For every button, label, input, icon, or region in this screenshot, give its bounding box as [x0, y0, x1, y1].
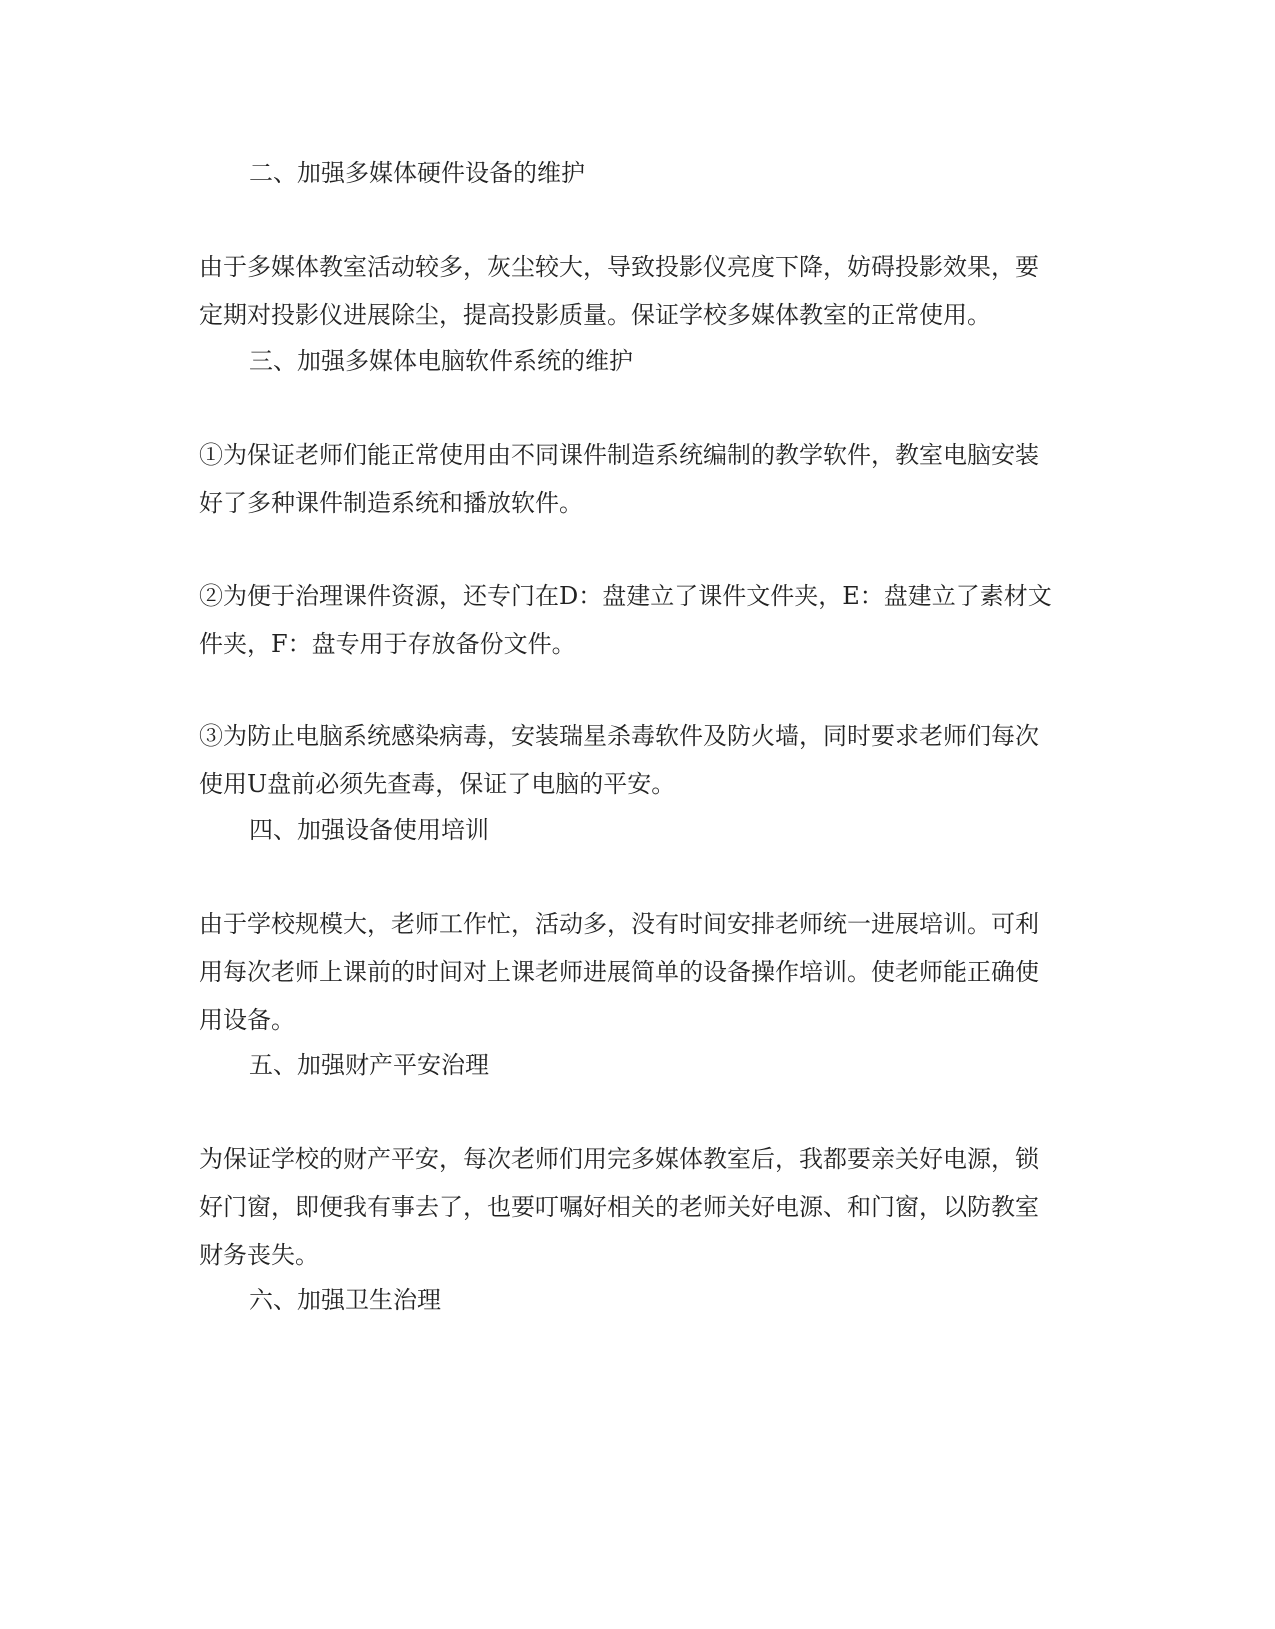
paragraph-line: 由于学校规模大，老师工作忙，活动多，没有时间安排老师统一进展培训。可利	[199, 910, 1039, 938]
paragraph-line: 件夹，F：盘专用于存放备份文件。	[199, 630, 576, 658]
section-heading-hardware: 二、加强多媒体硬件设备的维护	[249, 159, 585, 187]
paragraph-line: 定期对投影仪进展除尘，提高投影质量。保证学校多媒体教室的正常使用。	[199, 301, 991, 329]
paragraph-line: 好门窗，即便我有事去了，也要叮嘱好相关的老师关好电源、和门窗，以防教室	[199, 1193, 1039, 1221]
paragraph-courseware-systems	[199, 431, 1089, 527]
section-heading-training: 四、加强设备使用培训	[249, 816, 489, 844]
paragraph-line: 财务丧失。	[199, 1241, 319, 1269]
paragraph-line: 用每次老师上课前的时间对上课老师进展简单的设备操作培训。使老师能正确使	[199, 958, 1039, 986]
paragraph-projector-maintenance	[199, 243, 1089, 339]
section-heading-software: 三、加强多媒体电脑软件系统的维护	[249, 347, 633, 375]
paragraph-line: ①为保证老师们能正常使用由不同课件制造系统编制的教学软件，教室电脑安装	[199, 441, 1039, 469]
paragraph-line: 为保证学校的财产平安，每次老师们用完多媒体教室后，我都要亲关好电源，锁	[199, 1145, 1039, 1173]
paragraph-line: 使用U盘前必须先查毒，保证了电脑的平安。	[199, 770, 676, 798]
section-heading-property-safety: 五、加强财产平安治理	[249, 1051, 489, 1079]
paragraph-training	[199, 900, 1089, 1044]
paragraph-line: 用设备。	[199, 1006, 295, 1034]
paragraph-line: 好了多种课件制造系统和播放软件。	[199, 489, 583, 517]
section-heading-hygiene: 六、加强卫生治理	[249, 1286, 441, 1314]
paragraph-line: 由于多媒体教室活动较多，灰尘较大，导致投影仪亮度下降，妨碍投影效果，要	[199, 253, 1039, 281]
paragraph-antivirus	[199, 712, 1089, 808]
paragraph-property-safety	[199, 1135, 1089, 1279]
paragraph-disk-folders	[199, 572, 1089, 668]
paragraph-line: ②为便于治理课件资源，还专门在D：盘建立了课件文件夹，E：盘建立了素材文	[199, 582, 1052, 610]
paragraph-line: ③为防止电脑系统感染病毒，安装瑞星杀毒软件及防火墙，同时要求老师们每次	[199, 722, 1039, 750]
